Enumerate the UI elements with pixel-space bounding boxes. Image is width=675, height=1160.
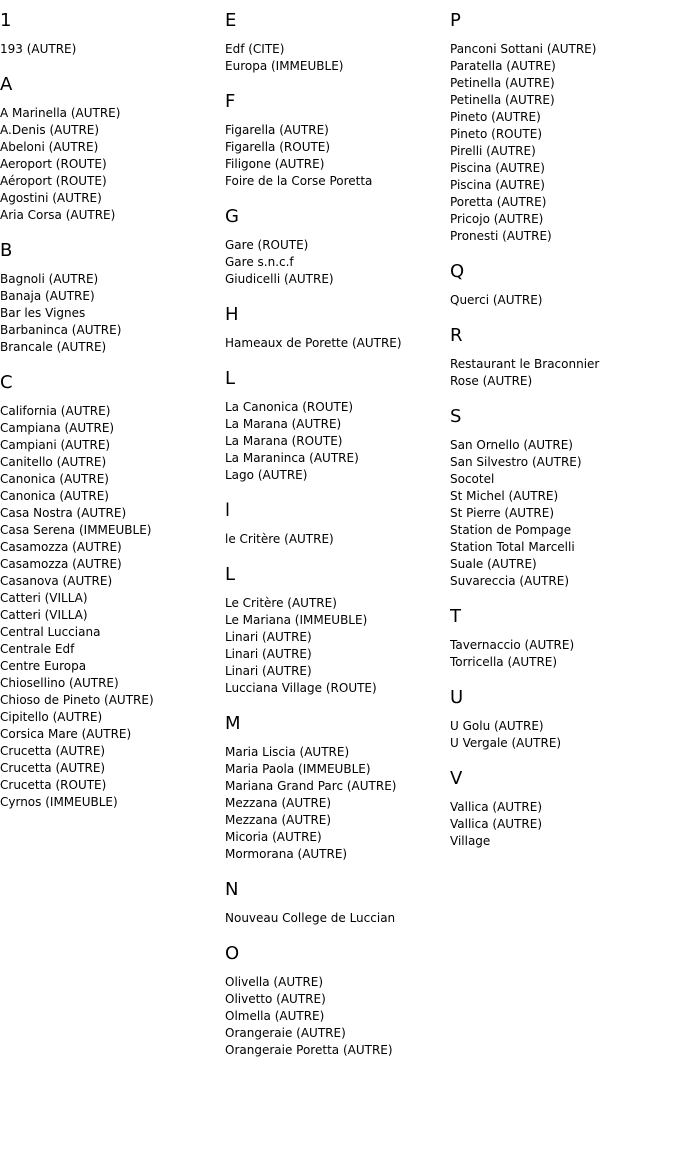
place-link[interactable]: Giudicelli (AUTRE) [225, 272, 334, 286]
list-item [0, 105, 220, 122]
place-link[interactable]: Canonica (AUTRE) [0, 472, 109, 486]
place-link[interactable]: Poretta (AUTRE) [450, 195, 547, 209]
section-letter-heading: N [225, 879, 239, 900]
list-item [0, 207, 220, 224]
list-item [0, 794, 220, 811]
place-link[interactable]: Querci (AUTRE) [450, 293, 543, 307]
place-link[interactable]: Casanova (AUTRE) [0, 574, 113, 588]
section-letter-heading: A [0, 74, 13, 95]
list-item [225, 1042, 445, 1059]
list-item [450, 816, 670, 833]
place-link[interactable]: Olivella (AUTRE) [225, 975, 324, 989]
place-link[interactable]: Figarella (AUTRE) [225, 123, 329, 137]
place-link[interactable]: Piscina (AUTRE) [450, 161, 545, 175]
list-item [225, 467, 445, 484]
place-link[interactable]: Abeloni (AUTRE) [0, 140, 99, 154]
place-link[interactable]: Pirelli (AUTRE) [450, 144, 536, 158]
letter-section [225, 10, 445, 75]
place-link[interactable]: Bar les Vignes [0, 306, 86, 320]
place-link[interactable]: 193 (AUTRE) [0, 42, 77, 56]
letter-section [450, 687, 670, 752]
place-link[interactable]: La Marana (AUTRE) [225, 417, 342, 431]
list-item [0, 488, 220, 505]
entry-list [225, 595, 445, 697]
place-link[interactable]: U Golu (AUTRE) [450, 719, 544, 733]
list-item [0, 658, 220, 675]
list-item [0, 471, 220, 488]
place-link[interactable]: Mormorana (AUTRE) [225, 847, 348, 861]
place-link[interactable]: Olivetto (AUTRE) [225, 992, 326, 1006]
list-item [225, 812, 445, 829]
place-link[interactable]: Mezzana (AUTRE) [225, 796, 332, 810]
list-item [450, 194, 670, 211]
letter-section [450, 768, 670, 850]
list-item [225, 41, 445, 58]
section-letter-heading: M [225, 713, 241, 734]
section-letter-heading: O [225, 943, 240, 964]
letter-section [0, 240, 220, 356]
place-link[interactable]: Linari (AUTRE) [225, 664, 312, 678]
list-item [0, 624, 220, 641]
list-item [450, 654, 670, 671]
index-column-3 [450, 10, 670, 866]
list-item [0, 760, 220, 777]
place-link[interactable]: La Canonica (ROUTE) [225, 400, 354, 414]
entry-list [450, 292, 670, 309]
place-link[interactable]: Canonica (AUTRE) [0, 489, 109, 503]
place-link[interactable]: A.Denis (AUTRE) [0, 123, 100, 137]
place-link[interactable]: Aria Corsa (AUTRE) [0, 208, 116, 222]
place-link[interactable]: Aeroport (ROUTE) [0, 157, 107, 171]
list-item [225, 829, 445, 846]
letter-section [225, 713, 445, 863]
entry-list [225, 531, 445, 548]
place-link[interactable]: Lucciana Village (ROUTE) [225, 681, 377, 695]
section-letter-heading: U [450, 687, 464, 708]
letter-section [450, 325, 670, 390]
list-item [450, 292, 670, 309]
list-item [0, 156, 220, 173]
letter-section [225, 879, 445, 927]
place-link[interactable]: Micoria (AUTRE) [225, 830, 322, 844]
list-item [0, 743, 220, 760]
list-item [450, 833, 670, 850]
section-letter-heading: V [450, 768, 463, 789]
place-link[interactable]: Figarella (ROUTE) [225, 140, 331, 154]
place-link[interactable]: Linari (AUTRE) [225, 647, 312, 661]
place-link[interactable]: Crucetta (AUTRE) [0, 761, 106, 775]
section-letter-heading: P [450, 10, 461, 31]
place-link[interactable]: Pineto (AUTRE) [450, 110, 541, 124]
section-letter-heading: S [450, 406, 462, 427]
list-item [225, 237, 445, 254]
list-item [225, 778, 445, 795]
list-item [450, 160, 670, 177]
letter-section [0, 10, 220, 58]
place-link[interactable]: Cyrnos (IMMEUBLE) [0, 795, 118, 809]
place-link[interactable]: Agostini (AUTRE) [0, 191, 102, 205]
letter-section [450, 10, 670, 245]
letter-section [450, 406, 670, 590]
place-link[interactable]: Petinella (AUTRE) [450, 93, 555, 107]
list-item [225, 761, 445, 778]
list-item [0, 505, 220, 522]
entry-list [225, 335, 445, 352]
list-item [0, 322, 220, 339]
list-item [450, 735, 670, 752]
index-column-2 [225, 10, 445, 1075]
list-item [450, 718, 670, 735]
entry-list [225, 41, 445, 75]
place-link[interactable]: Filigone (AUTRE) [225, 157, 325, 171]
list-item [0, 437, 220, 454]
place-link[interactable]: Foire de la Corse Poretta [225, 174, 373, 188]
place-link[interactable]: Catteri (VILLA) [0, 591, 88, 605]
list-item [225, 399, 445, 416]
list-item [225, 173, 445, 190]
letter-section [0, 372, 220, 811]
place-link[interactable]: Orangeraie (AUTRE) [225, 1026, 346, 1040]
list-item [0, 288, 220, 305]
entry-list [450, 718, 670, 752]
list-item [0, 139, 220, 156]
section-letter-heading: L [225, 368, 236, 389]
place-link[interactable]: Banaja (AUTRE) [0, 289, 95, 303]
list-item [225, 416, 445, 433]
place-link[interactable]: Petinella (AUTRE) [450, 76, 555, 90]
list-item [225, 433, 445, 450]
place-link[interactable]: Suvareccia (AUTRE) [450, 574, 570, 588]
list-item [450, 75, 670, 92]
place-link[interactable]: Gare s.n.c.f [225, 255, 294, 269]
list-item [225, 974, 445, 991]
list-item [0, 777, 220, 794]
place-link[interactable]: Crucetta (AUTRE) [0, 744, 106, 758]
place-link[interactable]: Mariana Grand Parc (AUTRE) [225, 779, 397, 793]
place-link[interactable]: San Silvestro (AUTRE) [450, 455, 582, 469]
list-item [450, 126, 670, 143]
place-link[interactable]: le Critère (AUTRE) [225, 532, 334, 546]
place-link[interactable]: San Ornello (AUTRE) [450, 438, 573, 452]
place-link[interactable]: Canitello (AUTRE) [0, 455, 107, 469]
list-item [0, 420, 220, 437]
entry-list [225, 910, 445, 927]
list-item [225, 646, 445, 663]
list-item [0, 339, 220, 356]
list-item [225, 744, 445, 761]
list-item [450, 556, 670, 573]
letter-section [225, 91, 445, 190]
entry-list [225, 399, 445, 484]
letter-section [450, 606, 670, 671]
letter-section [225, 500, 445, 548]
place-link[interactable]: Vallica (AUTRE) [450, 817, 543, 831]
section-letter-heading: l [225, 500, 231, 521]
place-link[interactable]: Paratella (AUTRE) [450, 59, 556, 73]
list-item [0, 403, 220, 420]
list-item [450, 228, 670, 245]
list-item [225, 531, 445, 548]
letter-section [225, 943, 445, 1059]
place-link[interactable]: U Vergale (AUTRE) [450, 736, 562, 750]
list-item [225, 156, 445, 173]
entry-list [225, 974, 445, 1059]
place-link[interactable]: St Pierre (AUTRE) [450, 506, 555, 520]
list-item [225, 335, 445, 352]
list-item [225, 450, 445, 467]
list-item [225, 846, 445, 863]
section-letter-heading: H [225, 304, 239, 325]
place-link[interactable]: Le Mariana (IMMEUBLE) [225, 613, 368, 627]
place-link[interactable]: Barbaninca (AUTRE) [0, 323, 122, 337]
list-item [0, 173, 220, 190]
place-link[interactable]: Bagnoli (AUTRE) [0, 272, 99, 286]
section-letter-heading: L [225, 564, 236, 585]
place-link[interactable]: Brancale (AUTRE) [0, 340, 107, 354]
list-item [0, 454, 220, 471]
place-link[interactable]: A Marinella (AUTRE) [0, 106, 121, 120]
section-letter-heading: F [225, 91, 236, 112]
place-link[interactable]: California (AUTRE) [0, 404, 111, 418]
place-link[interactable]: Central Lucciana [0, 625, 101, 639]
entry-list [0, 41, 220, 58]
place-link[interactable]: Station Total Marcelli [450, 540, 575, 554]
place-link[interactable]: Village [450, 834, 491, 848]
list-item [0, 573, 220, 590]
list-item [225, 1025, 445, 1042]
list-item [450, 471, 670, 488]
place-link[interactable]: Lago (AUTRE) [225, 468, 308, 482]
list-item [225, 991, 445, 1008]
place-link[interactable]: Station de Pompage [450, 523, 572, 537]
place-link[interactable]: Linari (AUTRE) [225, 630, 312, 644]
section-letter-heading: G [225, 206, 239, 227]
list-item [0, 607, 220, 624]
place-link[interactable]: Campiani (AUTRE) [0, 438, 111, 452]
list-item [225, 254, 445, 271]
list-item [225, 139, 445, 156]
index-column-1 [0, 10, 220, 827]
place-link[interactable]: Casamozza (AUTRE) [0, 557, 122, 571]
list-item [450, 437, 670, 454]
place-link[interactable]: Socotel [450, 472, 495, 486]
place-link[interactable]: Le Critère (AUTRE) [225, 596, 337, 610]
entry-list [450, 356, 670, 390]
list-item [450, 356, 670, 373]
place-link[interactable]: Nouveau College de Luccian [225, 911, 396, 925]
entry-list [225, 122, 445, 190]
letter-section [225, 304, 445, 352]
list-item [225, 910, 445, 927]
list-item [450, 522, 670, 539]
entry-list [450, 799, 670, 850]
list-item [450, 177, 670, 194]
place-link[interactable]: Torricella (AUTRE) [450, 655, 558, 669]
entry-list [0, 403, 220, 811]
place-link[interactable]: Pineto (ROUTE) [450, 127, 542, 141]
list-item [0, 692, 220, 709]
list-item [450, 109, 670, 126]
list-item [450, 539, 670, 556]
place-link[interactable]: St Michel (AUTRE) [450, 489, 559, 503]
place-link[interactable]: La Maraninca (AUTRE) [225, 451, 359, 465]
place-link[interactable]: Vallica (AUTRE) [450, 800, 543, 814]
list-item [0, 675, 220, 692]
list-item [225, 122, 445, 139]
list-item [450, 637, 670, 654]
place-link[interactable]: Orangeraie Poretta (AUTRE) [225, 1043, 393, 1057]
entry-list [225, 744, 445, 863]
list-item [450, 454, 670, 471]
place-link[interactable]: Corsica Mare (AUTRE) [0, 727, 132, 741]
entry-list [0, 271, 220, 356]
place-link[interactable]: Europa (IMMEUBLE) [225, 59, 344, 73]
list-item [225, 612, 445, 629]
letter-section [0, 74, 220, 224]
letter-section [450, 261, 670, 309]
list-item [225, 680, 445, 697]
place-link[interactable]: Suale (AUTRE) [450, 557, 537, 571]
list-item [0, 305, 220, 322]
list-item [450, 92, 670, 109]
place-link[interactable]: Casamozza (AUTRE) [0, 540, 122, 554]
section-letter-heading: T [450, 606, 461, 627]
place-link[interactable]: Cipitello (AUTRE) [0, 710, 103, 724]
place-link[interactable]: Edf (CITE) [225, 42, 285, 56]
place-link[interactable]: Pricojo (AUTRE) [450, 212, 544, 226]
list-item [0, 522, 220, 539]
letter-section [225, 206, 445, 288]
list-item [225, 663, 445, 680]
place-link[interactable]: Hameaux de Porette (AUTRE) [225, 336, 402, 350]
place-link[interactable]: Catteri (VILLA) [0, 608, 88, 622]
letter-section [225, 564, 445, 697]
list-item [450, 799, 670, 816]
entry-list [450, 637, 670, 671]
section-letter-heading: E [225, 10, 237, 31]
place-link[interactable]: Aéroport (ROUTE) [0, 174, 107, 188]
list-item [225, 595, 445, 612]
list-item [0, 539, 220, 556]
list-item [0, 709, 220, 726]
letter-section [225, 368, 445, 484]
list-item [0, 556, 220, 573]
place-link[interactable]: Olmella (AUTRE) [225, 1009, 325, 1023]
place-link[interactable]: Piscina (AUTRE) [450, 178, 545, 192]
entry-list [450, 437, 670, 590]
list-item [450, 373, 670, 390]
place-link[interactable]: Casa Serena (IMMEUBLE) [0, 523, 152, 537]
list-item [450, 143, 670, 160]
list-item [0, 271, 220, 288]
place-link[interactable]: Pronesti (AUTRE) [450, 229, 552, 243]
list-item [0, 122, 220, 139]
list-item [225, 58, 445, 75]
place-link[interactable]: Crucetta (ROUTE) [0, 778, 107, 792]
list-item [450, 505, 670, 522]
entry-list [450, 41, 670, 245]
section-letter-heading: 1 [0, 10, 12, 31]
place-link[interactable]: Maria Liscia (AUTRE) [225, 745, 350, 759]
place-link[interactable]: Casa Nostra (AUTRE) [0, 506, 127, 520]
place-link[interactable]: Mezzana (AUTRE) [225, 813, 332, 827]
section-letter-heading: C [0, 372, 13, 393]
place-link[interactable]: Restaurant le Braconnier [450, 357, 600, 371]
list-item [0, 726, 220, 743]
list-item [450, 488, 670, 505]
place-link[interactable]: Centre Europa [0, 659, 87, 673]
list-item [225, 1008, 445, 1025]
section-letter-heading: B [0, 240, 13, 261]
list-item [450, 41, 670, 58]
place-link[interactable]: Rose (AUTRE) [450, 374, 533, 388]
place-link[interactable]: Gare (ROUTE) [225, 238, 309, 252]
list-item [450, 58, 670, 75]
list-item [0, 590, 220, 607]
list-item [0, 641, 220, 658]
place-link[interactable]: Centrale Edf [0, 642, 75, 656]
section-letter-heading: Q [450, 261, 465, 282]
list-item [450, 211, 670, 228]
list-item [0, 190, 220, 207]
list-item [450, 573, 670, 590]
place-link[interactable]: La Marana (ROUTE) [225, 434, 343, 448]
list-item [225, 271, 445, 288]
entry-list [225, 237, 445, 288]
place-link[interactable]: Chioso de Pineto (AUTRE) [0, 693, 154, 707]
list-item [225, 629, 445, 646]
place-link[interactable]: Tavernaccio (AUTRE) [450, 638, 575, 652]
place-link[interactable]: Chiosellino (AUTRE) [0, 676, 119, 690]
list-item [0, 41, 220, 58]
entry-list [0, 105, 220, 224]
section-letter-heading: R [450, 325, 463, 346]
list-item [225, 795, 445, 812]
place-link[interactable]: Campiana (AUTRE) [0, 421, 115, 435]
place-link[interactable]: Maria Paola (IMMEUBLE) [225, 762, 371, 776]
place-link[interactable]: Panconi Sottani (AUTRE) [450, 42, 597, 56]
